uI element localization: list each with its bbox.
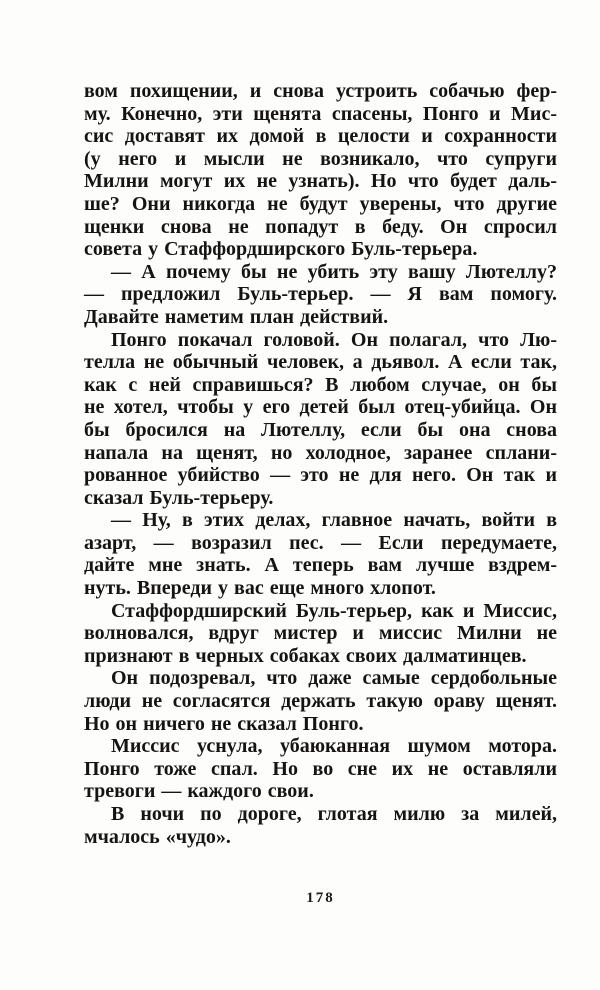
text-line: люди не согласятся держать такую ораву щенят.	[84, 690, 557, 713]
text-block	[84, 80, 557, 848]
text-line: Милни могут их не узнать). Но что будет даль-	[84, 170, 557, 193]
text-line: вом похищении, и снова устроить собачью фер-	[84, 80, 557, 102]
text-line: — Ну, в этих делах, главное начать, войти в	[111, 509, 557, 532]
text-line: Он подозревал, что даже самые сердобольные	[111, 667, 557, 690]
text-line: — А почему бы не убить эту вашу Лютеллу?	[111, 260, 557, 283]
text-line: азарт, — возразил пес. — Если передумаете,	[84, 531, 557, 554]
text-line: телла не обычный человек, а дьявол. А если так,	[84, 351, 557, 374]
text-line: нуть. Впереди у вас еще много хлопот.	[84, 577, 436, 600]
text-line: сказал Буль-терьеру.	[84, 486, 274, 509]
text-line: му. Конечно, эти щенята спасены, Понго и Мис-	[84, 102, 557, 125]
text-line: признают в черных собаках своих далматинцев.	[84, 644, 527, 667]
text-line: рованное убийство — это не для него. Он так и	[84, 464, 557, 487]
text-line: Понго покачал головой. Он полагал, что Лю-	[111, 328, 557, 351]
text-line: сис доставят их домой в целости и сохранности	[84, 125, 557, 148]
text-line: напала на щенят, но холодное, заранее сплани-	[84, 441, 557, 464]
text-line: как с ней справишься? В любом случае, он бы	[84, 373, 557, 396]
page-number: 178	[306, 890, 335, 906]
text-line: бы бросился на Лютеллу, если бы она снова	[84, 418, 557, 441]
text-line: совета у Стаффордширского Буль-терьера.	[84, 238, 478, 261]
text-line: Давайте наметим план действий.	[84, 305, 389, 328]
text-line: щенки снова не попадут в беду. Он спросил	[84, 215, 557, 238]
text-line: Миссис уснула, убаюканная шумом мотора.	[111, 735, 557, 758]
text-line: Стаффордширский Буль-терьер, как и Миссис,	[111, 599, 557, 622]
text-line: ше? Они никогда не будут уверены, что другие	[84, 192, 557, 215]
text-line: Но он ничего не сказал Понго.	[84, 712, 364, 735]
text-line: не хотел, чтобы у его детей был отец-убийца. Он	[84, 396, 557, 419]
text-line: (у него и мысли не возникало, что супруги	[84, 147, 557, 170]
text-line: — предложил Буль-терьер. — Я вам помогу.	[84, 283, 557, 306]
text-line: тревоги — каждого свои.	[84, 780, 314, 803]
text-line: мчалось «чудо».	[84, 825, 231, 848]
text-line: В ночи по дороге, глотая милю за милей,	[111, 803, 557, 825]
text-line: Понго тоже спал. Но во сне их не оставляли	[84, 757, 557, 780]
text-line: дайте мне знать. А теперь вам лучше вздрем-	[84, 554, 557, 577]
text-line: волновался, вдруг мистер и миссис Милни не	[84, 622, 557, 645]
